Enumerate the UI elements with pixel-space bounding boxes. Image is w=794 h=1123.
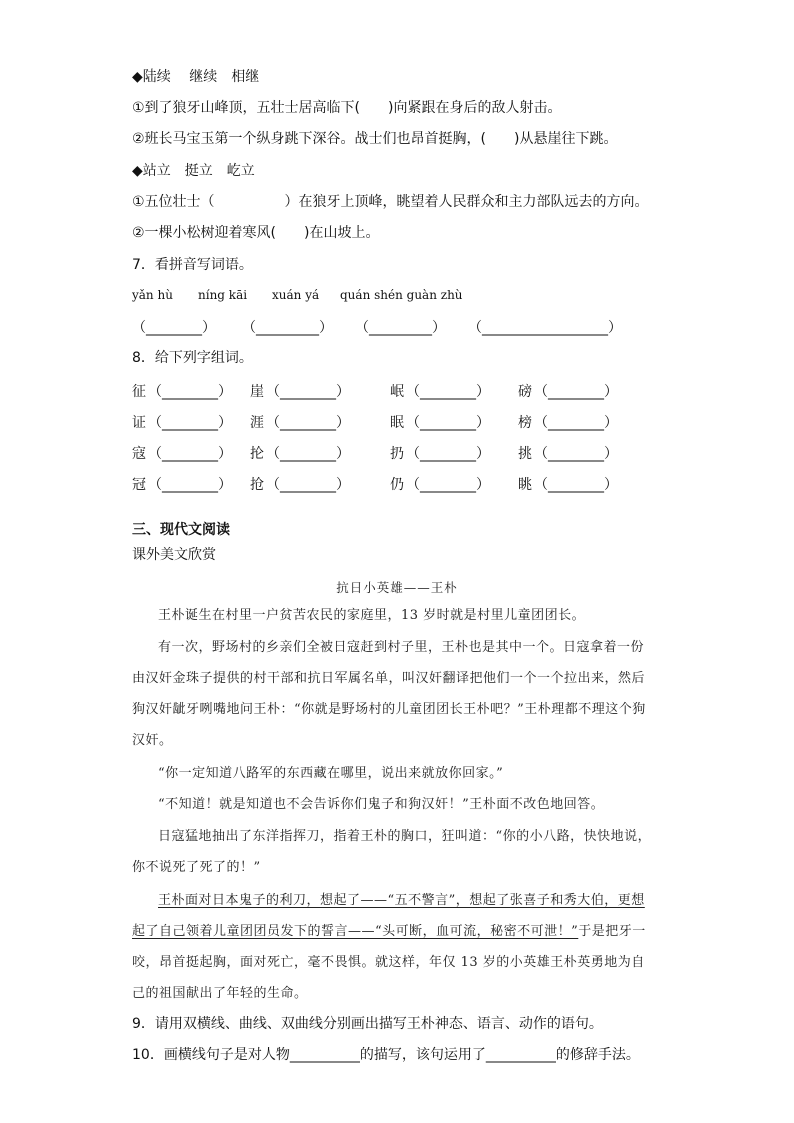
grid-char: 扔 bbox=[390, 446, 404, 462]
word-group-1-question-1: ①到了狼牙山峰顶，五壮士居高临下( )向紧跟在身后的敌人射击。 bbox=[132, 100, 562, 116]
word-group-2-header: ◆站立 挺立 屹立 bbox=[132, 163, 255, 179]
pinyin-answer-blank-4[interactable]: （__________________） bbox=[468, 320, 622, 336]
passage-title: 抗日小英雄——王朴 bbox=[336, 580, 458, 595]
grid-char: 岷 bbox=[390, 384, 404, 400]
pinyin-2: níng kāi bbox=[198, 288, 248, 302]
grid-blank[interactable]: （________） bbox=[534, 446, 618, 462]
grid-blank[interactable]: （________） bbox=[406, 415, 490, 431]
grid-blank[interactable]: （________） bbox=[406, 477, 490, 493]
passage-paragraph-6-line-4: 己的祖国献出了年轻的生命。 bbox=[132, 986, 308, 1001]
grid-char: 磅 bbox=[518, 384, 532, 400]
grid-char: 眺 bbox=[518, 477, 532, 493]
pinyin-answer-blank-1[interactable]: （________） bbox=[132, 320, 216, 336]
passage-paragraph-2-line-2: 由汉奸金珠子提供的村干部和抗日军属名单，叫汉奸翻译把他们一个一个拉出来，然后 bbox=[132, 671, 646, 686]
pinyin-answer-blank-2[interactable]: （_________） bbox=[242, 320, 333, 336]
pinyin-3: xuán yá bbox=[272, 288, 320, 302]
pinyin-4: quán shén guàn zhù bbox=[340, 288, 463, 302]
grid-blank[interactable]: （________） bbox=[148, 384, 232, 400]
question-7-title: 7．看拼音写词语。 bbox=[132, 257, 253, 273]
grid-blank[interactable]: （________） bbox=[406, 446, 490, 462]
grid-blank[interactable]: （________） bbox=[148, 477, 232, 493]
grid-char: 证 bbox=[132, 415, 146, 431]
grid-blank[interactable]: （________） bbox=[534, 415, 618, 431]
grid-char: 冠 bbox=[132, 477, 146, 493]
grid-blank[interactable]: （________） bbox=[266, 446, 350, 462]
passage-paragraph-6-line-2 bbox=[132, 916, 662, 947]
grid-char: 崖 bbox=[250, 384, 264, 400]
question-8-title: 8．给下列字组词。 bbox=[132, 350, 253, 366]
passage-paragraph-5-line-2: 你不说死了死了的！” bbox=[132, 860, 261, 875]
grid-blank[interactable]: （________） bbox=[266, 384, 350, 400]
reading-passage bbox=[132, 578, 662, 1008]
grid-char: 挑 bbox=[518, 446, 532, 462]
passage-paragraph-2-line-1: 有一次，野场村的乡亲们全被日寇赶到村子里，王朴也是其中一个。日寇拿着一份 bbox=[158, 640, 645, 655]
grid-blank[interactable]: （________） bbox=[534, 477, 618, 493]
grid-char: 抢 bbox=[250, 477, 264, 493]
grid-char: 榜 bbox=[518, 415, 532, 431]
section-3-title: 三、现代文阅读 bbox=[132, 522, 230, 538]
passage-paragraph-5-line-1: 日寇猛地抽出了东洋指挥刀，指着王朴的胸口，狂叫道：“你的小八路，快快地说， bbox=[158, 829, 652, 844]
question-10: 10．画横线句子是对人物__________的描写，该句运用了__________的修辞手法。 bbox=[132, 1047, 640, 1063]
word-group-1-question-2: ②班长马宝玉第一个纵身跳下深谷。战士们也昂首挺胸，( )从悬崖往下跳。 bbox=[132, 131, 618, 147]
grid-blank[interactable]: （________） bbox=[406, 384, 490, 400]
grid-blank[interactable]: （________） bbox=[148, 446, 232, 462]
section-3-subtitle: 课外美文欣赏 bbox=[132, 547, 216, 563]
passage-text: 于是把牙一 bbox=[578, 924, 646, 939]
grid-blank[interactable]: （________） bbox=[148, 415, 232, 431]
grid-blank[interactable]: （________） bbox=[266, 477, 350, 493]
grid-char: 寇 bbox=[132, 446, 146, 462]
question-9: 9．请用双横线、曲线、双曲线分别画出描写王朴神态、语言、动作的语句。 bbox=[132, 1016, 603, 1032]
grid-char: 涯 bbox=[250, 415, 264, 431]
passage-paragraph-2-line-4: 汉奸。 bbox=[132, 733, 173, 748]
pinyin-1: yǎn hù bbox=[132, 288, 173, 302]
passage-paragraph-3: “你一定知道八路军的东西藏在哪里，说出来就放你回家。” bbox=[158, 766, 504, 781]
grid-char: 仍 bbox=[390, 477, 404, 493]
passage-paragraph-6-line-3: 咬，昂首挺起胸，面对死亡，毫不畏惧。就这样，年仅 13 岁的小英雄王朴英勇地为自 bbox=[132, 955, 645, 970]
passage-paragraph-6-line-1 bbox=[132, 885, 662, 916]
pinyin-answer-blank-3[interactable]: （_________） bbox=[355, 320, 446, 336]
word-group-2-question-2: ②一棵小松树迎着寒风( )在山坡上。 bbox=[132, 225, 380, 241]
passage-paragraph-4: “不知道！就是知道也不会告诉你们鬼子和狗汉奸！”王朴面不改色地回答。 bbox=[158, 797, 605, 812]
grid-char: 抡 bbox=[250, 446, 264, 462]
underlined-sentence-part-2: 起了自己领着儿童团团员发下的誓言——“头可断，血可流，秘密不可泄！” bbox=[132, 924, 579, 939]
passage-paragraph-1: 王朴诞生在村里一户贫苦农民的家庭里，13 岁时就是村里儿童团团长。 bbox=[158, 608, 586, 623]
word-group-1-header: ◆陆续 继续 相继 bbox=[132, 69, 260, 85]
grid-char: 眠 bbox=[390, 415, 404, 431]
underlined-sentence-part-1: 王朴面对日本鬼子的利刀，想起了——“五不警言”，想起了张喜子和秀大伯，更想 bbox=[158, 893, 645, 908]
grid-char: 征 bbox=[132, 384, 146, 400]
grid-blank[interactable]: （________） bbox=[266, 415, 350, 431]
grid-blank[interactable]: （________） bbox=[534, 384, 618, 400]
passage-paragraph-2-line-3: 狗汉奸龇牙咧嘴地问王朴：“你就是野场村的儿童团团长王朴吧？”王朴理都不理这个狗 bbox=[132, 702, 646, 717]
word-group-2-question-1: ①五位壮士（ ）在狼牙上顶峰，眺望着人民群众和主力部队远去的方向。 bbox=[132, 194, 649, 210]
